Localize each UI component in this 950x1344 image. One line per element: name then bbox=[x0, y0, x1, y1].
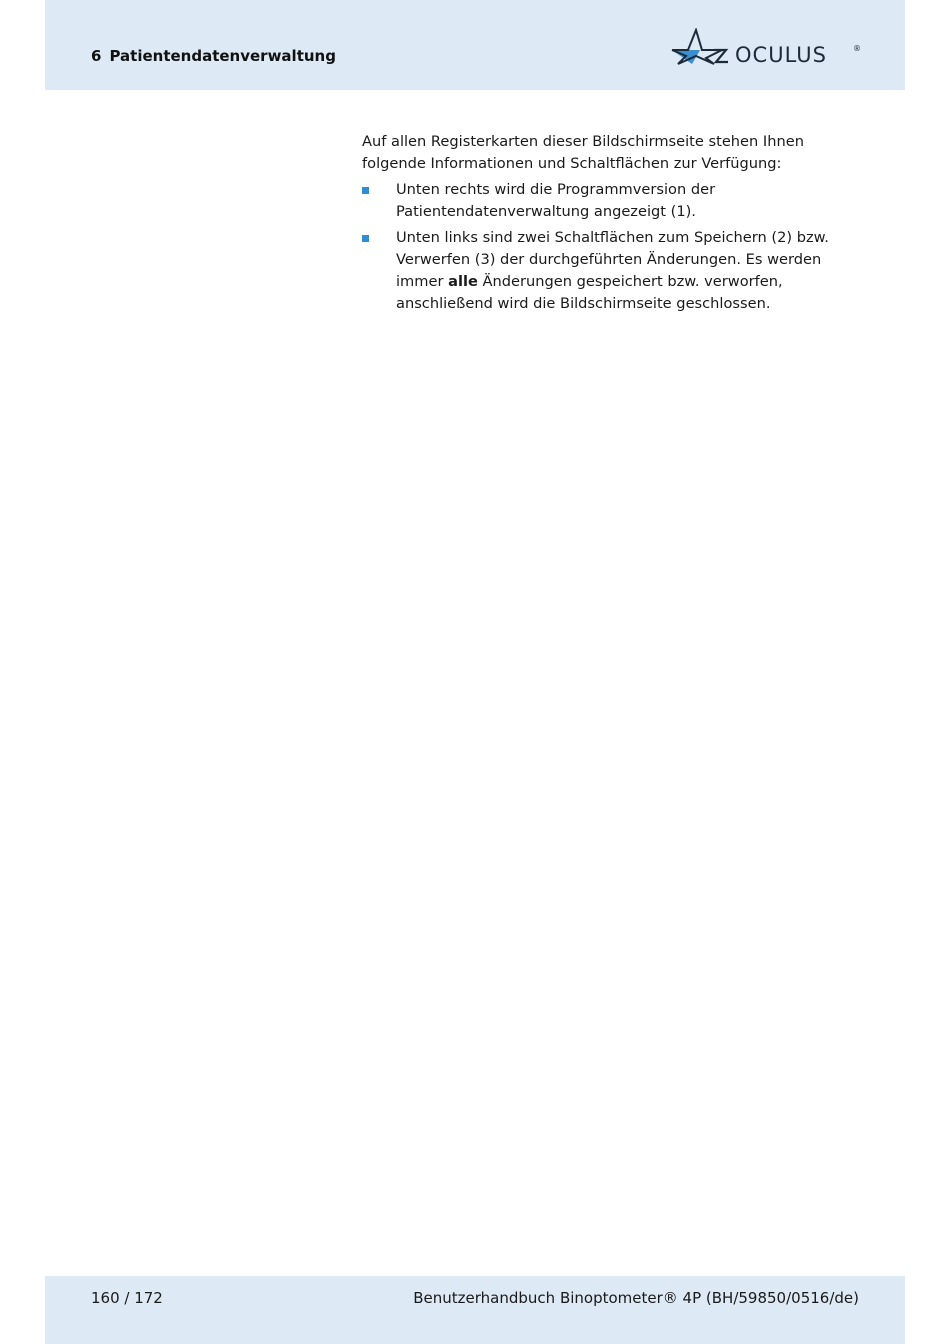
bullet-square-icon bbox=[362, 235, 369, 242]
document-title: Benutzerhandbuch Binoptometer® 4P (BH/59850/0516/de) bbox=[413, 1289, 859, 1307]
list-item bbox=[362, 227, 862, 315]
list-item-text: Unten rechts wird die Programmversion der Patientendatenverwaltung angezeigt (1). bbox=[396, 181, 716, 220]
bullet-square-icon bbox=[362, 187, 369, 194]
logo-mark-outline bbox=[672, 30, 722, 64]
chapter-title: Patientendatenverwaltung bbox=[109, 47, 336, 65]
info-list bbox=[362, 179, 862, 315]
page-number: 160 / 172 bbox=[91, 1289, 163, 1307]
intro-paragraph: Auf allen Registerkarten dieser Bildschirmseite stehen Ihnen folgende Informationen und Schaltflächen zur Verfügung: bbox=[362, 133, 804, 172]
list-item-text-after: Änderungen gespeichert bzw. verworfen, anschließend wird die Bildschirmseite geschlossen. bbox=[396, 273, 783, 312]
main-content bbox=[362, 131, 862, 319]
list-item-text-before: Unten links sind zwei Schaltflächen zum Speichern (2) bzw. Verwerfen (3) der durchgeführten Änderungen. Es werden immer bbox=[396, 229, 829, 290]
chapter-number: 6 bbox=[91, 47, 102, 65]
chapter-heading bbox=[91, 47, 336, 65]
logo-text: OCULUS bbox=[735, 43, 827, 67]
logo-mark-z bbox=[714, 50, 728, 62]
footer-band bbox=[45, 1276, 905, 1344]
list-item bbox=[362, 179, 862, 223]
logo-registered-mark: ® bbox=[853, 44, 861, 53]
list-item-text-bold: alle bbox=[448, 273, 478, 290]
